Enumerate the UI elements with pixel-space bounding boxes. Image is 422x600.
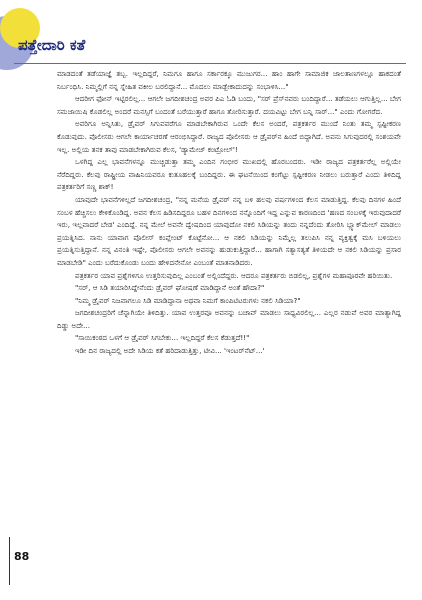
- page-number-bar: [9, 537, 10, 585]
- paragraph: ಜಗದೀಶಚಂದ್ರರಿಗೆ ಚೆನ್ನಾಗಿಯೇ ತಿಳಿದಿತ್ತು. ಯಾವ ಉತ್ತರವೂ ಅವನನ್ನು ಬಚಾವ್ ಮಾಡಲು ಸಾಧ್ಯವಿರಲಿಲ್ಲ... ಎಲ್ಲರ ನಡುವೆ ಅವರ ಮಾತ್ಯಾಗಿದ್ದ ದಿಡ್ಡು ಅದೇ...: [57, 308, 401, 330]
- paragraph: ಆದರೀಗ ಫೋನ್ ಇಟ್ಟಿರಲಿಲ್ಲ... ಆಗಲೇ ಜಗದೀಶಚಂದ್ರ ಅವರ ಪಿಎ ಓಡಿ ಬಂದು, "ಸರ್ ಪ್ರೆಸ್‌ನವರು ಬಂದಿದ್ದಾರೆ... ತಡೆಯಲು ಆಗುತ್ತಿಲ್ಲ... ಬೇಗ ಸಮಜಾಯಿಷಿ ಕೊಡಲಿಲ್ಲ ಅಂದರೆ ಮನಸ್ಸಿಗೆ ಬಂದಂತೆ ಬರೆಯುತ್ತಾರೆ ಹಾಗೂ ತೋರಿಸುತ್ತಾರೆ. ದಯವಿಟ್ಟು ಬೇಗ ಬನ್ನಿ ಸಾರ್..." ಎಂದು ಗೋಗರೆದ.: [57, 94, 401, 116]
- paragraph: ಅವರಿಗೂ ಅನ್ನಿಸಿತು, ಡ್ರೈವರ್ ಸಿಗುವವರೆಗೂ ಮಾಡಬೇಕಾಗಿರುವ ಒಂದೇ ಕೆಲಸ ಅಂದರೆ, ಪತ್ರಕರ್ತರ ಮುಂದೆ ನಿಂತು ತಮ್ಮ ಸ್ಪಷ್ಟೀಕರಣ ಕೊಡುವುದು. ಪೊಲೀಸರು ಆಗಲೇ ಕಾರ್ಯಾಚರಣೆ ಆರಂಭಿಸಿದ್ದಾರೆ. ರಾಜ್ಯದ ಪೊಲೀಸರು ಆ ಡ್ರೈವರ್‌ನ ಹಿಂದೆ ಬಿದ್ದಾಗಿದೆ. ಅವನು ಸಿಗುವುದರಲ್ಲಿ ಸಂಶಯವೇ ಇಲ್ಲ. ಅಲ್ಲಿಯ ತನಕ ತಾವು ಮಾಡಬೇಕಾಗಿರುವ ಕೆಲಸ, 'ಡ್ಯಾಮೇಜ್ ಕಂಟ್ರೋಲ್'!: [57, 119, 401, 154]
- paragraph: "ಸಾಯಿಕಂಠದ ಒಳಗೆ ಆ ಡ್ರೈವರ್ ಸಿಗಬೇಕು... ಇಲ್ಲದಿದ್ದರೆ ಕೆಲಸ ಕೆಡುತ್ತದೆ!!": [75, 333, 250, 343]
- page-number: 88: [14, 550, 30, 563]
- paragraph: ಒಳಗಿದ್ದ ಎಲ್ಲ ಭಾವನೆಗಳನ್ನೂ ಮುಚ್ಚಿಡುತ್ತಾ ತಮ್ಮ ಎಂದಿನ ಗಂಭೀರ ಮುಖದಲ್ಲಿ ಹೊರಬಂದರು. ಇಡೀ ರಾಜ್ಯದ ಪತ್ರಕರ್ತರೆಲ್ಲ ಅಲ್ಲಿಯೇ ನೆರೆದಿದ್ದರು. ಕೆಲವು ರಾಷ್ಟ್ರೀಯ ವಾಹಿನಿಯವರೂ ಕುತೂಹಲಕ್ಕೆ ಬಂದಿದ್ದರು. ಈ ಘಟನೆಯಿಂದ ಕಂಗೆಟ್ಟು ಸ್ಪಷ್ಟೀಕರಣ ನೀಡಲು ಬರುತ್ತಾರೆ ಎಂದು ತಿಳಿದಿದ್ದ ಪತ್ರಕರ್ತರಿಗೆ ಸಣ್ಣ ಶಾಕ್!: [57, 157, 401, 192]
- paragraph: ಪತ್ರಕರ್ತರ ಯಾವ ಪ್ರಶ್ನೆಗಳಿಗೂ ಉತ್ತರಿಸುವುದಿಲ್ಲ ಎಂಬಂತೆ ಅಲ್ಲಿಂದೆದ್ದರು. ಆದರೂ ಪತ್ರಕರ್ತರು ಬಿಡಲಿಲ್ಲ, ಪ್ರಶ್ನೆಗಳ ಮಹಾಪೂರವೇ ಹರಿಯಿತು.: [75, 270, 393, 280]
- paragraph: ಇಡೀ ದಿನ ರಾಜ್ಯದಲ್ಲಿ ಅದೇ ಸಿಡಿಯ ಕತೆ ಹರಿದಾಡುತ್ತಿತ್ತು, ಟೀವಿ... 'ಇಂಟರ್‌ನೆಟ್...': [75, 346, 265, 356]
- header-rule: [14, 63, 406, 64]
- article-body: [57, 68, 401, 358]
- paragraph: ಯಾವುದೇ ಭಾವನೆಗಳಿಲ್ಲದೆ ಜಗದೀಶಚಂದ್ರ, "ನನ್ನ ಮನೆಯ ಡ್ರೈವರ್ ನನ್ನ ಬಳಿ ಹಲವು ವರ್ಷಗಳಿಂದ ಕೆಲಸ ಮಾಡುತ್ತಿದ್ದ. ಕೆಲವು ದಿನಗಳ ಹಿಂದೆ ಸಂಬಳ ಹೆಚ್ಚಿಸಲು ಕೇಳಿಕೊಂಡಿದ್ದ. ಅವನ ಕೆಲಸ ಹಿಡಿಸದಿದ್ದರೂ ಬಹಳ ದಿನಗಳಿಂದ ನನ್ನೊಂದಿಗೆ ಇದ್ದ ಎನ್ನುವ ಕಾರಣದಿಂದ 'ಹಣದ ಸಂಬಳಕ್ಕೆ ಇರುವುದಾದರೆ ಇರು, ಇಲ್ಲವಾದರೆ ಬೇಡ' ಎಂದಿದ್ದೆ. ನನ್ನ ಮೇಲೆ ಅವನೇ ದ್ವೇಷದಿಂದ ಯಾವುದೋ ನಕಲಿ ಸಿಡಿಯನ್ನು ತಂದು ನನ್ನದೆಂದು ತೋರಿಸಿ ಬ್ಲ್ಯಾಕ್‌ಮೇಲ್ ಮಾಡಲು ಪ್ರಯತ್ನಿಸಿದ. ನಾನು ಯಾವಾಗ ಪೊಲೀಸ್ ಕಂಪ್ಲೇಂಟ್ ಕೊಟ್ಟೆನೋ... ಆ ನಕಲಿ ಸಿಡಿಯನ್ನು ನಿಮ್ಮೆಲ್ಲ ತಲುಪಿಸಿ ನನ್ನ ವ್ಯಕ್ತಿತ್ವಕ್ಕೆ ಮಸಿ ಬಳಿಯಲು ಪ್ರಯತ್ನಿಸುತ್ತಿದ್ದಾನೆ. ನನ್ನ ವಿನಂತಿ ಇಷ್ಟೇ, ಪೊಲೀಸರು ಆಗಲೇ ಅವನನ್ನು ಹುಡುಕುತ್ತಿದ್ದಾರೆ... ಹಾಗಾಗಿ ಸತ್ಯಾಸತ್ಯತೆ ತಿಳಿಯದೇ ಆ ನಕಲಿ ಸಿಡಿಯನ್ನು ಪ್ರಸಾರ ಮಾಡಬೇಡಿ" ಎಂದು ಬರೆದುಕೊಂಡು ಬಂದು ಹೇಳಿದನೇನೋ ಎಂಬಂತೆ ಮಾತನಾಡಿದರು.: [57, 194, 401, 267]
- paragraph: "ಸರ್, ಆ ಸಿಡಿ ತಯಾರಿಸಿದ್ದೇನೆಂದು ಡ್ರೈವರ್ ಘೋಷಣೆ ಮಾಡಿದ್ದಾನೆ ಅಂತೆ ಹೌದಾ?": [75, 283, 265, 293]
- paragraph: ಮಾಡದಂತೆ ತಡೆಯಾಜ್ಞೆ ತಬ್ಬ. ಇಲ್ಲದಿದ್ದರೆ, ನಿಮಗೂ ಹಾಗೂ ಸರ್ಕಾರಕ್ಕೂ ಮುಜುಗರ... ಹಾಂ ಹಾಗೇ ಸಾಮಾಜಿಕ ಜಾಲತಾಣಗಳಲ್ಲೂ ಹಾಕದಂತೆ ನಿರ್ಬಂಧಿಸಿ. ನಿಮ್ಮಲ್ಲಿಗೆ ನನ್ನ ಸ್ನೇಹಿತ ವಕೀಲ ಬರಲಿದ್ದಾನೆ... ಮೊದಲು ಮಾಡ್ಬೇಕಾದುದನ್ನು ಸಂಭಾಳಿಸಿ...": [57, 69, 401, 91]
- paragraph: "ನಿಮ್ಮ ಡ್ರೈವರ್ ನಿಜವಾಗಲೂ ಸಿಡಿ ಮಾಡಿದ್ದಾನಾ ಅಥವಾ ನಿಮಗೆ ಕಾಂಪಿಟಿಟರುಗಳು ನಕಲಿ ಸಿಡಿಯಾ?": [75, 295, 301, 305]
- section-title: ಪತ್ತೇದಾರಿ ಕತೆ: [18, 36, 86, 54]
